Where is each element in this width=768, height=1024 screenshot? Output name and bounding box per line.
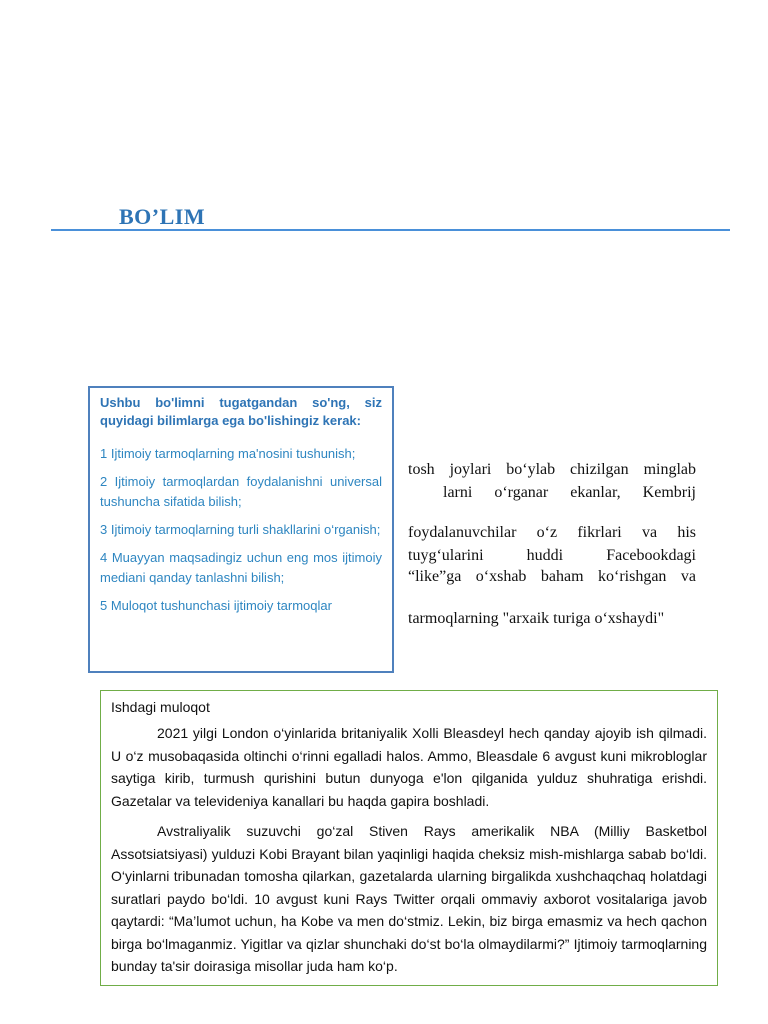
objective-item: 5 Muloqot tushunchasi ijtimoiy tarmoqlar <box>100 598 332 613</box>
objective-item: 2 Ijtimoiy tarmoqlardan foydalanishni universal tushuncha sifatida bilish; <box>100 474 382 509</box>
side-text-line: tosh joylari bo‘ylab chizilgan minglab <box>408 461 696 478</box>
objectives-box <box>88 386 394 673</box>
case-study-paragraph: 2021 yilgi London o‘yinlarida britaniyalik Xolli Bleasdeyl hech qanday ajoyib ish qilmadi. U o‘z musobaqasida oltinchi o‘rinni egalladi halos. Ammo, Bleasdale 6 avgust kuni mikrobloglar saytiga kirib, turmush qurishini butun dunyoga e'lon qilganida yulduz shuhratiga erishdi. Gazetalar va televideniya kanallari bu haqda gapira boshladi. <box>111 725 707 809</box>
case-study-paragraph: Avstraliyalik suzuvchi go‘zal Stiven Rays amerikalik NBA (Milliy Basketbol Assotsiatsiyasi) yulduzi Kobi Brayant bilan yaqinligi haqida cheksiz mish-mishlarga sabab bo‘ldi. O‘yinlarni tribunadan tomosha qilarkan, gazetalarda ularning birgalikda xushchaqchaq holatdagi suratlari paydo bo‘ldi. 10 avgust kuni Rays Twitter orqali ommaviy axborot vositalariga javob qaytardi: “Ma’lumot uchun, ha Kobe va men do‘stmiz. Lekin, biz birga emasmiz va hech qachon birga bo‘lmaganmiz. Yigitlar va qizlar shunchaki do‘st bo‘la olmaydilarmi?” Ijtimoiy tarmoqlarning bunday ta'sir doirasiga misollar juda ham ko‘p. <box>111 823 707 974</box>
case-study-title: Ishdagi muloqot <box>111 699 210 715</box>
section-title: BO’LIM <box>119 204 206 229</box>
case-study-box <box>100 690 718 986</box>
title-rule <box>51 229 730 231</box>
side-text-line: tuyg‘ularini huddi Facebookdagi <box>408 547 696 564</box>
side-text-line: larni o‘rganar ekanlar, Kembrij <box>443 484 696 501</box>
side-text-line: tarmoqlarning "arxaik turiga o‘xshaydi" <box>408 610 665 627</box>
side-text-line: “like”ga o‘xshab baham ko‘rishgan va <box>408 568 696 585</box>
objective-item: 1 Ijtimoiy tarmoqlarning ma'nosini tushunish; <box>100 446 356 461</box>
objective-item: 3 Ijtimoiy tarmoqlarning turli shakllarini o‘rganish; <box>100 522 381 537</box>
objectives-heading: Ushbu bo'limni tugatgandan so'ng, siz quyidagi bilimlarga ega bo'lishingiz kerak: <box>100 395 382 428</box>
objective-item: 4 Muayyan maqsadingiz uchun eng mos ijtimoiy mediani qanday tanlashni bilish; <box>100 550 382 585</box>
side-text-line: foydalanuvchilar o‘z fikrlari va his <box>408 524 696 541</box>
